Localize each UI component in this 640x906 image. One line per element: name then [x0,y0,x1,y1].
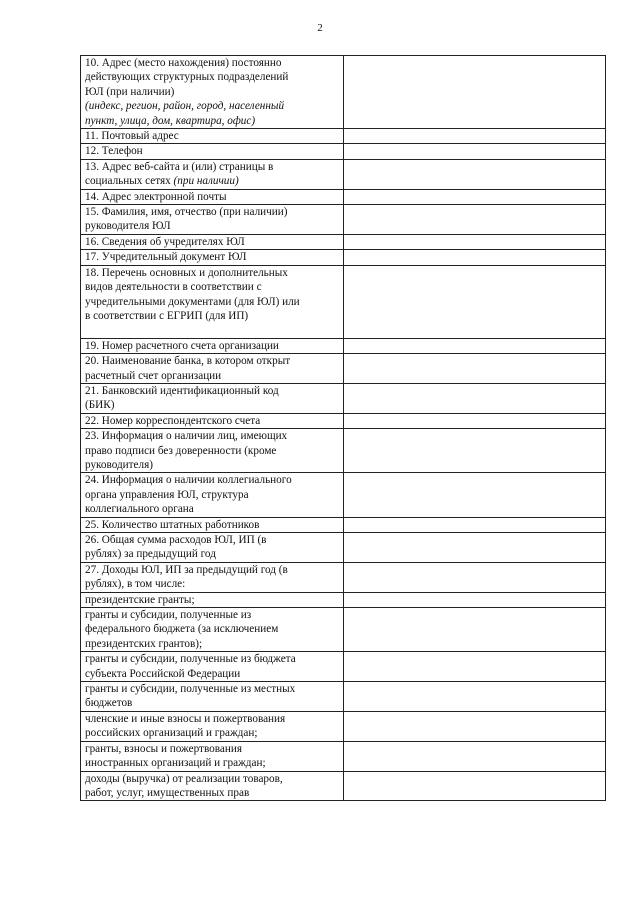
field-label-line: гранты и субсидии, полученные из [85,609,252,622]
field-label-cell [81,592,344,607]
field-label-line: 27. Доходы ЮЛ, ИП за предыдущий год (в [85,563,288,576]
field-label-line: 14. Адрес электронной почты [85,190,227,203]
field-label-cell [81,517,344,532]
field-label-line: 24. Информация о наличии коллегиального [85,474,292,487]
field-value-cell[interactable] [344,234,606,249]
form-row [81,250,606,265]
field-label-line: доходы (выручка) от реализации товаров, [85,772,283,785]
field-label-cell [81,652,344,682]
field-value-cell[interactable] [344,383,606,413]
field-label-line: учредительными документами (для ЮЛ) или [85,295,300,308]
field-label-line: 12. Телефон [85,145,143,158]
form-row [81,129,606,144]
field-label-cell [81,234,344,249]
field-label-cell [81,383,344,413]
form-row [81,711,606,741]
field-label-line: иностранных организаций и граждан; [85,757,266,770]
field-label-cell [81,56,344,129]
field-value-cell[interactable] [344,741,606,771]
field-note-line: пункт, улица, дом, квартира, офис) [85,114,256,127]
field-label-cell [81,473,344,517]
form-row [81,562,606,592]
field-label-line: рублях), в том числе: [85,578,186,591]
field-label-cell [81,711,344,741]
form-row [81,652,606,682]
form-row [81,473,606,517]
field-label-line: президентских грантов); [85,637,203,650]
form-row [81,234,606,249]
form-row [81,608,606,652]
field-label-cell [81,265,344,338]
field-value-cell[interactable] [344,473,606,517]
field-value-cell[interactable] [344,562,606,592]
field-value-cell[interactable] [344,144,606,159]
field-value-cell[interactable] [344,592,606,607]
form-row [81,265,606,338]
field-label-line: гранты и субсидии, полученные из местных [85,683,296,696]
field-value-cell[interactable] [344,533,606,563]
field-label-line: право подписи без доверенности (кроме [85,444,277,457]
field-value-cell[interactable] [344,205,606,235]
form-row [81,413,606,428]
field-label-cell [81,429,344,473]
field-label-cell [81,771,344,801]
field-label-cell [81,533,344,563]
field-label-line: расчетный счет организации [85,369,222,382]
form-row [81,771,606,801]
form-row [81,338,606,353]
field-label-text: социальных сетях [85,175,174,188]
field-label-line: бюджетов [85,697,133,710]
field-label-line: 15. Фамилия, имя, отчество (при наличии) [85,206,288,219]
field-label-cell [81,413,344,428]
field-label-line: 25. Количество штатных работников [85,518,260,531]
field-label-line: 11. Почтовый адрес [85,130,179,143]
field-label-note: (при наличии) [173,175,239,188]
field-label-line: действующих структурных подразделений [85,71,289,84]
field-value-cell[interactable] [344,129,606,144]
field-label-cell [81,562,344,592]
field-label-cell [81,159,344,189]
field-label-line: 13. Адрес веб-сайта и (или) страницы в [85,160,274,173]
field-label-line: руководителя ЮЛ [85,220,171,233]
field-value-cell[interactable] [344,682,606,712]
field-label-line: 18. Перечень основных и дополнительных [85,266,288,279]
field-label-line: 23. Информация о наличии лиц, имеющих [85,430,288,443]
field-label-line: гранты и субсидии, полученные из бюджета [85,653,296,666]
field-value-cell[interactable] [344,413,606,428]
field-label-line: 21. Банковский идентификационный код [85,384,279,397]
field-label-line: в соответствии с ЕГРИП (для ИП) [85,309,249,322]
field-label-line: (БИК) [85,399,115,412]
field-value-cell[interactable] [344,189,606,204]
field-label-line: 10. Адрес (место нахождения) постоянно [85,57,282,69]
field-value-cell[interactable] [344,429,606,473]
form-row [81,354,606,384]
field-value-cell[interactable] [344,159,606,189]
field-value-cell[interactable] [344,56,606,129]
form-row [81,144,606,159]
application-form-table [80,55,606,801]
field-label-cell [81,205,344,235]
form-row [81,383,606,413]
field-label-cell [81,354,344,384]
page-number: 2 [317,22,323,34]
form-row [81,592,606,607]
field-label-line: 22. Номер корреспондентского счета [85,414,261,427]
field-value-cell[interactable] [344,338,606,353]
field-value-cell[interactable] [344,608,606,652]
field-label-cell [81,189,344,204]
field-label-cell [81,682,344,712]
field-label-line: коллегиального органа [85,503,194,516]
field-label-line: российских организаций и граждан; [85,727,258,740]
field-label-line: членские и иные взносы и пожертвования [85,712,286,725]
field-label-line: президентские гранты; [85,593,195,606]
form-row [81,205,606,235]
field-label-line: ЮЛ (при наличии) [85,85,175,98]
form-row [81,682,606,712]
field-label-line: руководителя) [85,458,153,471]
field-value-cell[interactable] [344,771,606,801]
field-label-cell [81,144,344,159]
field-label-line: федерального бюджета (за исключением [85,623,279,636]
field-label-line: 17. Учредительный документ ЮЛ [85,251,247,264]
form-row [81,741,606,771]
field-label-cell [81,338,344,353]
field-label-cell [81,608,344,652]
field-label-line [85,174,340,188]
form-row [81,56,606,129]
field-label-cell [81,250,344,265]
field-value-cell[interactable] [344,354,606,384]
field-value-cell[interactable] [344,250,606,265]
field-spacer [85,323,340,337]
field-label-line: рублях) за предыдущий год [85,548,216,561]
form-table-body [81,56,606,801]
form-row [81,517,606,532]
field-label-line: субъекта Российской Федерации [85,667,241,680]
field-label-line: 20. Наименование банка, в котором открыт [85,355,291,368]
field-value-cell[interactable] [344,265,606,338]
field-label-line: 16. Сведения об учредителях ЮЛ [85,235,245,248]
field-label-line: видов деятельности в соответствии с [85,281,262,294]
form-row [81,533,606,563]
form-row [81,189,606,204]
field-label-line: работ, услуг, имущественных прав [85,786,250,799]
form-row [81,159,606,189]
field-label-cell [81,741,344,771]
field-note-line: (индекс, регион, район, город, населенный [85,100,285,113]
field-value-cell[interactable] [344,652,606,682]
field-label-cell [81,129,344,144]
field-value-cell[interactable] [344,711,606,741]
field-label-line: 26. Общая сумма расходов ЮЛ, ИП (в [85,534,267,546]
field-label-line: гранты, взносы и пожертвования [85,742,242,755]
field-label-line: органа управления ЮЛ, структура [85,488,249,501]
field-label-line: 19. Номер расчетного счета организации [85,339,279,352]
field-value-cell[interactable] [344,517,606,532]
form-row [81,429,606,473]
